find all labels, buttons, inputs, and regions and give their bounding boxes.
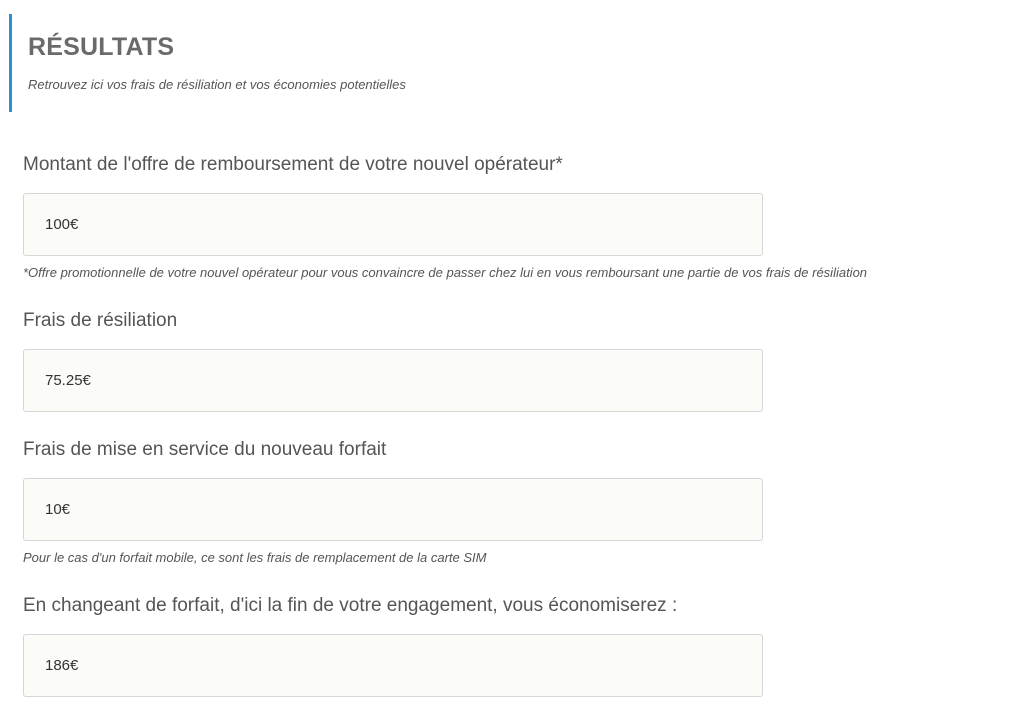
activation-fees-input[interactable] bbox=[23, 478, 763, 541]
activation-fees-help-text: Pour le cas d'un forfait mobile, ce sont les frais de remplacement de la carte SIM bbox=[23, 550, 487, 565]
termination-fees-label: Frais de résiliation bbox=[23, 310, 178, 331]
activation-fees-label: Frais de mise en service du nouveau forfait bbox=[23, 439, 387, 460]
activation-fees-field-group bbox=[23, 438, 1003, 566]
refund-offer-field-group bbox=[23, 153, 1003, 281]
page-subtitle: Retrouvez ici vos frais de résiliation et vos économies potentielles bbox=[28, 77, 406, 92]
page-title: RÉSULTATS bbox=[28, 33, 175, 61]
savings-field-group bbox=[23, 594, 1003, 697]
refund-offer-help-text: *Offre promotionnelle de votre nouvel opérateur pour vous convaincre de passer chez lui en vous remboursant une partie de vos frais de résiliation bbox=[23, 265, 868, 280]
refund-offer-input[interactable] bbox=[23, 193, 763, 256]
savings-label: En changeant de forfait, d'ici la fin de votre engagement, vous économiserez : bbox=[23, 595, 678, 616]
savings-input[interactable] bbox=[23, 634, 763, 697]
refund-offer-label: Montant de l'offre de remboursement de votre nouvel opérateur* bbox=[23, 154, 563, 175]
results-header bbox=[9, 14, 1009, 112]
termination-fees-field-group bbox=[23, 309, 1003, 412]
termination-fees-input[interactable] bbox=[23, 349, 763, 412]
